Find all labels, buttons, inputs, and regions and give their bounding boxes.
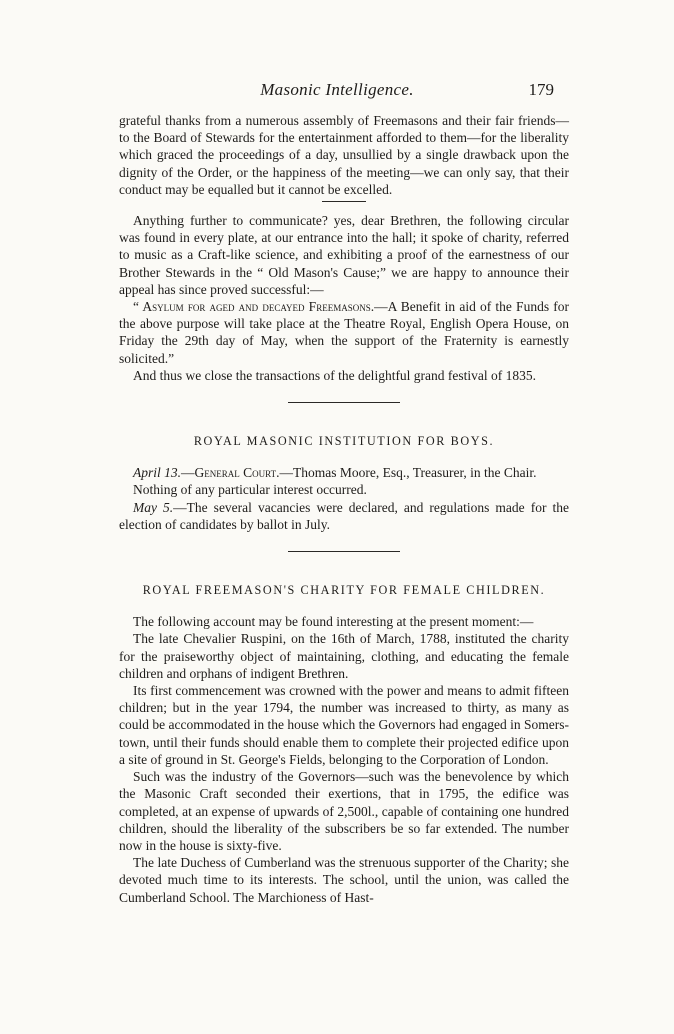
asylum-notice-text: —A Benefit in aid of the Funds for the above purpose will take place at the Theatre Royal, English Opera House, on Friday the 29th day of May, when the support of the Fraternity is earnestly solicited.” [119, 299, 569, 366]
article-body [119, 112, 569, 906]
paragraph-duchess: The late Duchess of Cumberland was the strenuous supporter of the Charity; she devoted much time to its interests. The school, until the union, was called the Cumberland School. The Marchioness of Hast- [119, 855, 569, 905]
heading-boys-institution: ROYAL MASONIC INSTITUTION FOR BOYS. [193, 434, 495, 449]
paragraph-ruspini: The late Chevalier Ruspini, on the 16th of March, 1788, instituted the charity for the praiseworthy object of maintaining, clothing, and educating the female children and orphans of indigent Brethren. [119, 631, 569, 681]
paragraph-circular: Anything further to communicate? yes, dear Brethren, the following circular was found in every plate, at our entrance into the hall; it spoke of charity, referred to music as a Craft-like science, and exhibiting a proof of the earnestness of our Brother Stewards in the “ Old Mason's Cause;” we are happy to announce their appeal has since proved successful:— [119, 213, 569, 297]
paragraph-industry: Such was the industry of the Governors—such was the benevolence by which the Masonic Craft seconded their exertions, that in 1795, the edifice was completed, at an expense of upwards of 2,500l., capable of containing one hundred children, should the liberality of the subscribers be so far extended. The number now in the house is sixty-five. [119, 769, 569, 853]
page-number: 179 [528, 80, 554, 99]
paragraph-commencement: Its first commencement was crowned with the power and means to admit fifteen children; but in the year 1794, the number was increased to thirty, as many as could be accommodated in the house which the Governors had engaged in Somers-town, until their funds should enable them to complete their projected edifice upon a site of ground in St. George's Fields, belonging to the Corporation of London. [119, 683, 569, 767]
date-april: April 13. [133, 465, 182, 481]
paragraph-may [119, 499, 569, 533]
may-text: —The several vacancies were declared, and regulations made for the election of candidates by ballot in July. [119, 499, 569, 532]
paragraph-closing: And thus we close the transactions of the delightful grand festival of 1835. [133, 367, 537, 383]
paragraph-general-court [119, 464, 569, 481]
paragraph-nothing: Nothing of any particular interest occurred. [133, 482, 367, 498]
date-may: May 5. [133, 499, 174, 515]
asylum-title: “ Asylum for aged and decayed Freemasons. [133, 299, 375, 315]
general-court-text: —Thomas Moore, Esq., Treasurer, in the Chair. [279, 465, 537, 481]
section-divider-short [322, 201, 366, 202]
page-header [0, 80, 674, 104]
section-divider [288, 402, 400, 403]
paragraph-thanks: grateful thanks from a numerous assembly of Freemasons and their fair friends—to the Board of Stewards for the entertainment afforded to them—for the liberality which graced the proceedings of a day, unsullied by a single drawback upon the dignity of the Order, or the happiness of the meeting—we can only say, that their conduct may be equalled but it cannot be excelled. [119, 113, 569, 197]
general-court-label: —General Court. [181, 465, 280, 481]
paragraph-account: The following account may be found interesting at the present moment:— [133, 614, 534, 630]
paragraph-asylum-notice [119, 298, 569, 367]
running-title: Masonic Intelligence. [260, 80, 414, 99]
section-divider [288, 551, 400, 552]
heading-female-charity: ROYAL FREEMASON'S CHARITY FOR FEMALE CHILDREN. [142, 583, 546, 598]
